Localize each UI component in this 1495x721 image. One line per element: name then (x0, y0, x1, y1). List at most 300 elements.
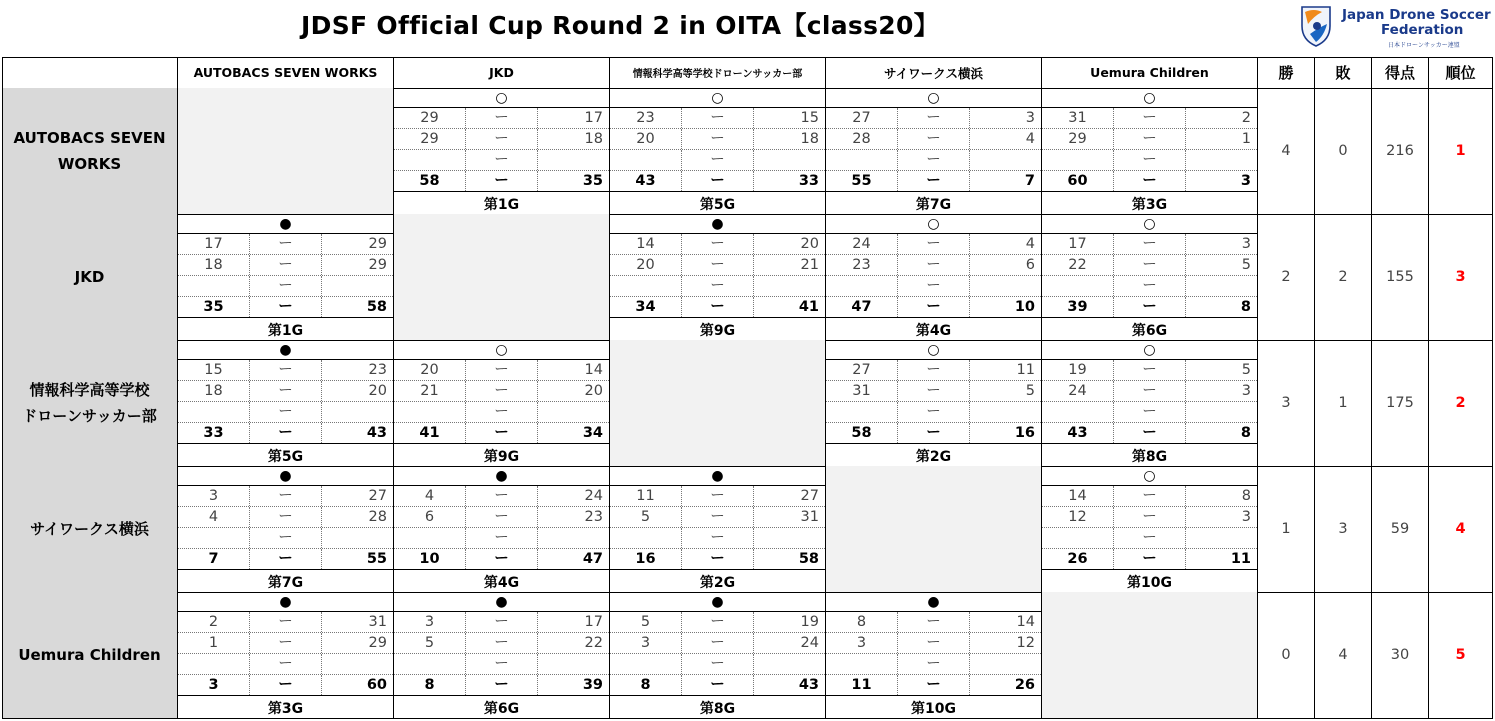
stat-wins: 3 (1258, 340, 1315, 466)
set-score-row (610, 612, 825, 633)
score-left (178, 276, 250, 296)
score-dash: ー (1114, 297, 1186, 317)
score-right: 29 (368, 635, 387, 651)
score-left: 5 (610, 507, 682, 527)
score-right: 18 (800, 131, 819, 147)
score-right: 14 (584, 362, 603, 378)
score-right: 11 (1016, 362, 1035, 378)
score-dash: ー (682, 633, 754, 653)
score-left: 21 (394, 381, 466, 401)
score-dash: ー (466, 171, 538, 191)
score-dash: ー (466, 486, 538, 506)
score-left: 14 (610, 234, 682, 254)
logo-line2: Federation (1381, 22, 1464, 38)
score-right (1186, 276, 1257, 296)
match-cell (1042, 214, 1258, 340)
score-dash: ー (250, 675, 322, 695)
score-dash: ー (682, 486, 754, 506)
score-dash: ー (1114, 108, 1186, 128)
score-left: 33 (178, 423, 250, 443)
score-right: 3 (1025, 110, 1035, 126)
score-left (1042, 402, 1114, 422)
set-score-row (826, 360, 1041, 381)
total-score-row (178, 675, 393, 696)
win-mark-icon: ○ (610, 88, 825, 108)
score-right: 29 (368, 257, 387, 273)
set-score-row (394, 360, 609, 381)
column-header-points: 得点 (1372, 57, 1429, 88)
score-right (754, 150, 825, 170)
score-right: 21 (800, 257, 819, 273)
score-dash: ー (1114, 171, 1186, 191)
score-dash: ー (466, 108, 538, 128)
set-score-row (394, 633, 609, 654)
score-dash: ー (250, 612, 322, 632)
column-header-losses: 敗 (1315, 57, 1372, 88)
score-left (394, 150, 466, 170)
set-score-row (394, 381, 609, 402)
score-left: 1 (178, 633, 250, 653)
game-number: 第2G (915, 448, 952, 465)
score-dash: ー (1114, 234, 1186, 254)
diagonal-empty-cell (178, 88, 394, 214)
game-number: 第1G (267, 322, 304, 339)
score-left: 3 (826, 633, 898, 653)
win-mark-icon: ○ (394, 340, 609, 360)
match-cell (610, 592, 826, 718)
score-left: 23 (826, 255, 898, 275)
match-cell (826, 592, 1042, 718)
set-score-row (826, 255, 1041, 276)
score-dash: ー (1114, 381, 1186, 401)
loss-mark-icon: ● (178, 214, 393, 234)
score-dash: ー (250, 276, 322, 296)
win-mark-icon: ○ (826, 214, 1041, 234)
set-score-row (394, 486, 609, 507)
score-left (178, 654, 250, 674)
score-left (610, 528, 682, 548)
score-dash: ー (898, 423, 970, 443)
score-right: 39 (582, 677, 603, 693)
set-score-row (1042, 276, 1257, 297)
score-right: 6 (1025, 257, 1035, 273)
score-left: 20 (610, 255, 682, 275)
score-right: 23 (368, 362, 387, 378)
game-number: 第5G (267, 448, 304, 465)
score-left: 35 (178, 297, 250, 317)
score-right: 7 (1024, 173, 1035, 189)
score-right (1186, 528, 1257, 548)
set-score-row (610, 528, 825, 549)
score-right: 3 (1240, 173, 1251, 189)
win-mark-icon: ○ (1042, 88, 1257, 108)
score-right (1186, 150, 1257, 170)
score-left: 18 (178, 381, 250, 401)
stat-wins: 2 (1258, 214, 1315, 340)
header-corner (2, 57, 178, 88)
score-right: 22 (584, 635, 603, 651)
score-dash: ー (898, 108, 970, 128)
score-left: 34 (610, 297, 682, 317)
score-dash: ー (250, 486, 322, 506)
loss-mark-icon: ● (610, 592, 825, 612)
row-team-name: JKD (2, 214, 178, 340)
game-number: 第2G (699, 574, 736, 591)
score-right: 58 (798, 551, 819, 567)
score-right: 55 (366, 551, 387, 567)
total-score-row (610, 171, 825, 192)
game-number: 第7G (267, 574, 304, 591)
stat-wins: 4 (1258, 88, 1315, 214)
score-right (754, 528, 825, 548)
score-left: 15 (178, 360, 250, 380)
score-dash: ー (250, 549, 322, 569)
score-right: 8 (1240, 299, 1251, 315)
score-right: 4 (1025, 131, 1035, 147)
score-dash: ー (682, 297, 754, 317)
total-score-row (1042, 171, 1257, 192)
stat-wins: 1 (1258, 466, 1315, 592)
score-left: 43 (610, 171, 682, 191)
score-dash: ー (682, 108, 754, 128)
set-score-row (826, 381, 1041, 402)
stat-points: 30 (1372, 592, 1429, 718)
score-dash: ー (898, 297, 970, 317)
score-dash: ー (682, 129, 754, 149)
score-dash: ー (1114, 402, 1186, 422)
score-dash: ー (682, 549, 754, 569)
score-right (538, 150, 609, 170)
score-right: 47 (582, 551, 603, 567)
score-left (610, 654, 682, 674)
set-score-row (394, 612, 609, 633)
game-number: 第5G (699, 196, 736, 213)
total-score-row (610, 549, 825, 570)
score-right: 33 (798, 173, 819, 189)
stat-rank: 1 (1429, 88, 1493, 214)
score-left: 22 (1042, 255, 1114, 275)
total-score-row (394, 549, 609, 570)
score-left: 55 (826, 171, 898, 191)
score-right: 26 (1014, 677, 1035, 693)
score-right (322, 654, 393, 674)
score-left: 7 (178, 549, 250, 569)
score-dash: ー (898, 612, 970, 632)
match-cell (826, 340, 1042, 466)
score-left (610, 276, 682, 296)
game-number: 第9G (699, 322, 736, 339)
score-left: 60 (1042, 171, 1114, 191)
score-left: 29 (1042, 129, 1114, 149)
score-dash: ー (466, 675, 538, 695)
score-left: 39 (1042, 297, 1114, 317)
set-score-row (826, 402, 1041, 423)
score-left (826, 276, 898, 296)
score-dash: ー (250, 297, 322, 317)
score-right: 43 (366, 425, 387, 441)
row-team-name: サイワークス横浜 (2, 466, 178, 592)
score-left: 17 (178, 234, 250, 254)
score-right: 35 (582, 173, 603, 189)
score-left: 27 (826, 108, 898, 128)
diagonal-empty-cell (610, 340, 826, 466)
set-score-row (826, 129, 1041, 150)
score-left: 4 (178, 507, 250, 527)
set-score-row (178, 276, 393, 297)
score-right: 31 (800, 509, 819, 525)
logo-line3: 日本ドローンサッカー連盟 (1388, 42, 1460, 49)
set-score-row (826, 150, 1041, 171)
score-dash: ー (682, 171, 754, 191)
score-left (610, 150, 682, 170)
score-left: 58 (826, 423, 898, 443)
score-dash: ー (682, 654, 754, 674)
set-score-row (1042, 150, 1257, 171)
score-dash: ー (466, 528, 538, 548)
score-left (826, 150, 898, 170)
stat-points: 155 (1372, 214, 1429, 340)
column-header-wins: 勝 (1258, 57, 1315, 88)
match-cell (1042, 88, 1258, 214)
stat-losses: 1 (1315, 340, 1372, 466)
score-left: 5 (394, 633, 466, 653)
match-cell (178, 340, 394, 466)
total-score-row (178, 297, 393, 318)
score-dash: ー (466, 507, 538, 527)
score-right: 10 (1014, 299, 1035, 315)
game-number: 第4G (483, 574, 520, 591)
score-dash: ー (466, 360, 538, 380)
score-dash: ー (250, 507, 322, 527)
match-cell (610, 466, 826, 592)
score-left (394, 528, 466, 548)
total-score-row (1042, 423, 1257, 444)
score-dash: ー (1114, 255, 1186, 275)
win-mark-icon: ○ (1042, 340, 1257, 360)
loss-mark-icon: ● (394, 466, 609, 486)
stat-rank: 5 (1429, 592, 1493, 718)
score-right (754, 276, 825, 296)
score-right: 41 (798, 299, 819, 315)
match-cell (394, 340, 610, 466)
set-score-row (178, 654, 393, 675)
win-mark-icon: ○ (1042, 214, 1257, 234)
score-left: 24 (826, 234, 898, 254)
score-left: 23 (610, 108, 682, 128)
set-score-row (610, 507, 825, 528)
score-left (394, 654, 466, 674)
score-right: 20 (368, 383, 387, 399)
loss-mark-icon: ● (178, 592, 393, 612)
score-left: 29 (394, 129, 466, 149)
score-dash: ー (250, 360, 322, 380)
score-left: 43 (1042, 423, 1114, 443)
score-dash: ー (898, 234, 970, 254)
set-score-row (178, 402, 393, 423)
score-left: 18 (178, 255, 250, 275)
score-dash: ー (898, 150, 970, 170)
score-dash: ー (466, 549, 538, 569)
total-score-row (610, 675, 825, 696)
total-score-row (178, 423, 393, 444)
score-dash: ー (1114, 360, 1186, 380)
score-left (826, 402, 898, 422)
set-score-row (610, 654, 825, 675)
set-score-row (610, 486, 825, 507)
set-score-row (826, 633, 1041, 654)
set-score-row (1042, 507, 1257, 528)
match-cell (394, 466, 610, 592)
score-left: 10 (394, 549, 466, 569)
score-left: 3 (178, 675, 250, 695)
score-right: 58 (366, 299, 387, 315)
score-left: 26 (1042, 549, 1114, 569)
score-dash: ー (250, 528, 322, 548)
set-score-row (826, 612, 1041, 633)
score-dash: ー (1114, 150, 1186, 170)
set-score-row (610, 234, 825, 255)
score-right: 17 (584, 614, 603, 630)
set-score-row (1042, 528, 1257, 549)
column-header-rank: 順位 (1429, 57, 1493, 88)
score-right (322, 276, 393, 296)
score-dash: ー (466, 129, 538, 149)
win-mark-icon: ○ (394, 88, 609, 108)
score-left: 41 (394, 423, 466, 443)
score-right: 15 (800, 110, 819, 126)
set-score-row (178, 360, 393, 381)
score-dash: ー (682, 255, 754, 275)
score-right: 2 (1241, 110, 1251, 126)
match-cell (178, 214, 394, 340)
set-score-row (1042, 360, 1257, 381)
results-table (2, 57, 1493, 719)
loss-mark-icon: ● (178, 466, 393, 486)
score-dash: ー (898, 654, 970, 674)
score-dash: ー (898, 402, 970, 422)
score-right: 12 (1016, 635, 1035, 651)
stat-points: 216 (1372, 88, 1429, 214)
game-number: 第6G (1131, 322, 1168, 339)
stat-wins: 0 (1258, 592, 1315, 718)
score-dash: ー (466, 381, 538, 401)
set-score-row (1042, 234, 1257, 255)
score-right: 31 (368, 614, 387, 630)
score-dash: ー (682, 612, 754, 632)
score-right (538, 402, 609, 422)
set-score-row (394, 528, 609, 549)
score-dash: ー (1114, 423, 1186, 443)
column-header-team: サイワークス横浜 (826, 57, 1042, 88)
score-dash: ー (250, 633, 322, 653)
score-left: 29 (394, 108, 466, 128)
score-dash: ー (682, 675, 754, 695)
set-score-row (178, 612, 393, 633)
score-dash: ー (898, 276, 970, 296)
score-dash: ー (250, 381, 322, 401)
row-team-name: Uemura Children (2, 592, 178, 718)
score-left: 11 (826, 675, 898, 695)
page-title: JDSF Official Cup Round 2 in OITA【class20】 (301, 11, 939, 40)
score-right (1186, 402, 1257, 422)
score-left (1042, 528, 1114, 548)
game-number: 第8G (699, 700, 736, 717)
match-cell (394, 88, 610, 214)
stat-points: 59 (1372, 466, 1429, 592)
stat-losses: 3 (1315, 466, 1372, 592)
score-dash: ー (898, 171, 970, 191)
total-score-row (178, 549, 393, 570)
score-dash: ー (898, 675, 970, 695)
score-right: 20 (800, 236, 819, 252)
score-left (394, 402, 466, 422)
set-score-row (178, 255, 393, 276)
total-score-row (394, 423, 609, 444)
score-right: 11 (1230, 551, 1251, 567)
diagonal-empty-cell (394, 214, 610, 340)
set-score-row (394, 507, 609, 528)
set-score-row (394, 108, 609, 129)
score-right: 5 (1025, 383, 1035, 399)
score-right: 34 (582, 425, 603, 441)
set-score-row (1042, 381, 1257, 402)
game-number: 第6G (483, 700, 520, 717)
score-right: 3 (1241, 509, 1251, 525)
shield-icon (1296, 4, 1336, 48)
loss-mark-icon: ● (394, 592, 609, 612)
score-right: 19 (800, 614, 819, 630)
stat-points: 175 (1372, 340, 1429, 466)
set-score-row (178, 381, 393, 402)
score-right: 18 (584, 131, 603, 147)
score-dash: ー (250, 234, 322, 254)
score-left: 2 (178, 612, 250, 632)
score-left: 4 (394, 486, 466, 506)
score-right: 29 (368, 236, 387, 252)
set-score-row (178, 507, 393, 528)
total-score-row (826, 675, 1041, 696)
row-team-name: 情報科学高等学校 ドローンサッカー部 (2, 340, 178, 466)
match-cell (826, 214, 1042, 340)
score-left: 3 (394, 612, 466, 632)
score-dash: ー (250, 255, 322, 275)
set-score-row (1042, 129, 1257, 150)
set-score-row (394, 402, 609, 423)
win-mark-icon: ○ (826, 88, 1041, 108)
column-header-team: Uemura Children (1042, 57, 1258, 88)
column-header-team: AUTOBACS SEVEN WORKS (178, 57, 394, 88)
score-left: 24 (1042, 381, 1114, 401)
set-score-row (178, 486, 393, 507)
loss-mark-icon: ● (826, 592, 1041, 612)
score-dash: ー (682, 528, 754, 548)
score-dash: ー (1114, 528, 1186, 548)
score-dash: ー (682, 507, 754, 527)
score-left: 16 (610, 549, 682, 569)
score-left (178, 402, 250, 422)
set-score-row (826, 234, 1041, 255)
stat-losses: 2 (1315, 214, 1372, 340)
score-dash: ー (466, 150, 538, 170)
score-dash: ー (1114, 486, 1186, 506)
set-score-row (826, 276, 1041, 297)
total-score-row (826, 297, 1041, 318)
score-dash: ー (898, 255, 970, 275)
diagonal-empty-cell (1042, 592, 1258, 718)
score-dash: ー (898, 129, 970, 149)
score-left: 19 (1042, 360, 1114, 380)
game-number: 第10G (1127, 574, 1172, 591)
